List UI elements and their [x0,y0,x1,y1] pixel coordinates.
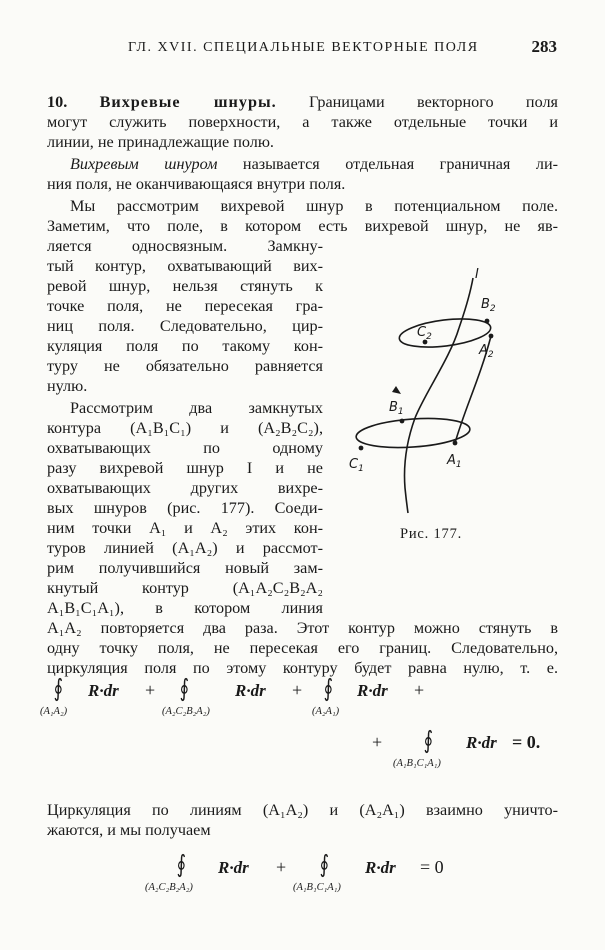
text-line [70,154,558,174]
text-line: одну точку поля, не пересекая его границ. Следовательно, [47,639,558,657]
text-line: ния поля, не оканчивающаяся внутри поля. [47,175,346,193]
text-line: A₁A₂ повторяется два раза. Этот контур можно стянуть в [47,619,558,637]
figure-vortex-tube [345,258,495,523]
point-A2 [489,334,494,339]
vortex-tube-diagram [345,258,495,523]
text-line: куляция поля по такому кон- [47,337,323,355]
text-line: разу вихревой шнур I и не [47,459,323,477]
text-line: ниц поля. Следовательно, цир- [47,317,323,335]
label-A1: $A_1$ [447,453,462,470]
label-I: I [475,267,479,282]
text-line: вых шнуров (рис. 177). Соеди- [47,499,323,517]
point-C1 [359,446,364,451]
integral-sign: ∮ [53,674,63,702]
text-line: кнутый контур (A₁A₂C₂B₂A₂ [47,579,323,597]
plus-sign: + [145,680,156,700]
text-line: туру не обязательно равняется [47,357,323,375]
label-A2: $A_2$ [479,343,494,360]
text-line: ним точки A₁ и A₂ этих кон- [47,519,323,537]
text-line: Рассмотрим два замкнутых [70,399,323,417]
text-line: Заметим, что поле, в котором есть вихревой шнур, не яв- [47,217,558,235]
plus-sign: + [372,732,383,752]
text-line: точке поля, не пересекая гра- [47,297,323,315]
integral-sign: ∮ [323,674,333,702]
plus-sign: + [292,680,303,700]
integral-subscript: (A₂C₂B₂A₂) [162,706,210,717]
lower-contour [355,415,471,451]
text-line: контура (A₁B₁C₁) и (A₂B₂C₂), [47,419,323,437]
running-header [0,37,605,60]
integral-sign: ∮ [179,674,189,702]
direction-arrow [392,386,401,394]
text-line: охватывающих по одному [47,439,323,457]
label-C1: $C_1$ [349,457,364,474]
integrand: R·dr [357,681,388,700]
header-title: ГЛ. XVII. СПЕЦИАЛЬНЫЕ ВЕКТОРНЫЕ ПОЛЯ [128,40,479,55]
text-line: могут служить поверхности, а также отдельные точки и [47,113,558,131]
integral-sign: ∮ [176,850,186,878]
plus-sign: + [276,857,287,877]
definition-term: Вихревым шнуром [70,155,218,173]
label-B1: $B_1$ [389,400,404,417]
text-line [47,92,558,112]
text-line: жаются, и мы получаем [47,821,211,839]
point-B1 [400,419,405,424]
integrand: R·dr [466,733,497,752]
integral-sign: ∮ [319,850,329,878]
text-line: рим получившийся новый зам- [47,559,323,577]
text-line: Циркуляция по линиям (A₁A₂) и (A₂A₁) взаимно уничто- [47,801,558,819]
text-line: ревой шнур, нельзя стянуть к [47,277,323,295]
integrand: R·dr [365,858,396,877]
definition-text: называется отдельная граничная ли- [242,155,559,173]
text-line: Мы рассмотрим вихревой шнур в потенциальном поле. [70,197,558,215]
text-line: туров линией (A₁A₂) и рассмот- [47,539,323,557]
integrand: R·dr [218,858,249,877]
plus-sign: + [414,680,425,700]
section-number: 10. [47,93,68,111]
text-line: линии, не принадлежащие полю. [47,133,274,151]
integral-subscript: (A₂C₂B₂A₂) [145,882,193,893]
text-line: охватывающих других вихре- [47,479,323,497]
point-B2 [485,319,490,324]
integral-sign: ∮ [423,726,433,754]
text-line: тый контур, охватывающий вих- [47,257,323,275]
integral-subscript: (A₁B₁C₁A₁) [293,882,341,893]
page-number: 283 [531,37,557,56]
text-line: A₁B₁C₁A₁), в котором линия [47,599,323,617]
label-C2: $C_2$ [417,325,432,342]
paragraph-text: Границами векторного поля [309,93,558,111]
integral-subscript: (A₁A₂) [40,706,68,717]
point-A1 [453,441,458,446]
text-line: нулю. [47,377,88,395]
integral-subscript: (A₂A₁) [312,706,340,717]
equals-zero: = 0. [512,732,541,752]
integrand: R·dr [235,681,266,700]
tube-top-segment [459,278,473,328]
text-line: ляется односвязным. Замкну- [47,237,323,255]
label-B2: $B_2$ [481,297,496,314]
figure-caption: Рис. 177. [400,526,463,542]
text-line: циркуляция поля по этому контуру будет равна нулю, т. е. [47,659,558,677]
section-title: Вихревые шнуры. [99,93,277,111]
integral-subscript: (A₁B₁C₁A₁) [393,758,441,769]
equals-zero: = 0 [420,857,444,877]
integrand: R·dr [88,681,119,700]
